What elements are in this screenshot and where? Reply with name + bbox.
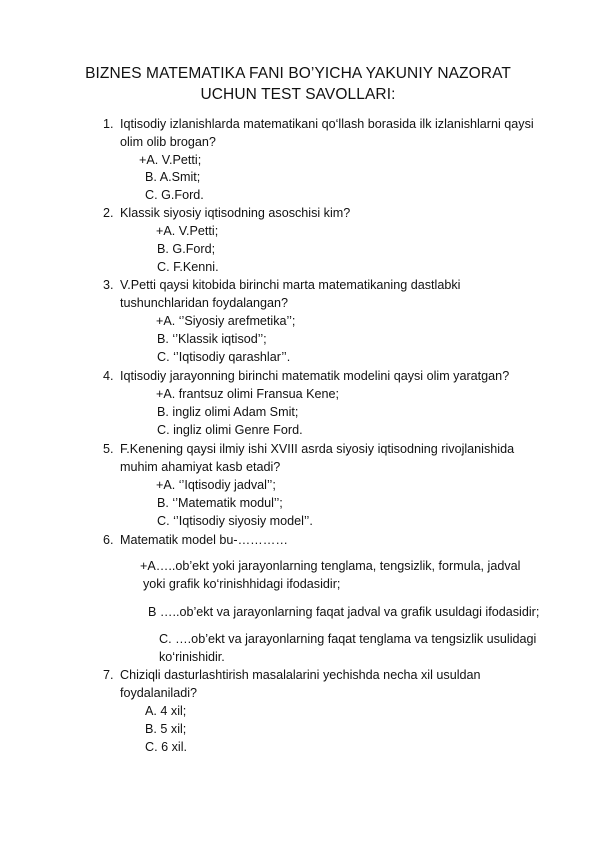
- document-title-line-2: UCHUN TEST SAVOLLARI:: [200, 86, 396, 103]
- question-text: V.Petti qaysi kitobida birinchi marta matematikaning dastlabki: [120, 278, 461, 292]
- question-number: 1.: [103, 117, 114, 131]
- question-text: F.Kenening qaysi ilmiy ishi XVIII asrda siyosiy iqtisodning rivojlanishida: [120, 442, 515, 456]
- answer-option-continuation: yoki grafik ko‘rinishhidagi ifodasidir;: [143, 577, 341, 591]
- answer-option: +A. ‘’Siyosiy arefmetika’’;: [156, 314, 296, 328]
- answer-option: B …..ob’ekt va jarayonlarning faqat jadval va grafik usuldagi ifodasidir;: [148, 605, 540, 619]
- question-number: 4.: [103, 369, 114, 383]
- answer-option: B. 5 xil;: [145, 722, 187, 736]
- answer-option: C. G.Ford.: [145, 188, 204, 202]
- answer-option: +A. ‘’Iqtisodiy jadval’’;: [156, 478, 276, 492]
- question-text: Iqtisodiy izlanishlarda matematikani qo‘llash borasida ilk izlanishlarni qaysi: [120, 117, 534, 131]
- question-number: 7.: [103, 668, 114, 682]
- answer-option: B. ingliz olimi Adam Smit;: [157, 405, 299, 419]
- question-text: Klassik siyosiy iqtisodning asoschisi kim?: [120, 206, 351, 220]
- question-text: Matematik model bu-…………: [120, 533, 288, 547]
- question-text: olim olib brogan?: [120, 135, 216, 149]
- answer-option: B. ‘’Klassik iqtisod’’;: [157, 332, 267, 346]
- answer-option: C. ingliz olimi Genre Ford.: [157, 423, 303, 437]
- answer-option: +A. V.Petti;: [139, 153, 202, 167]
- question-number: 3.: [103, 278, 114, 292]
- answer-option: +A. V.Petti;: [156, 224, 219, 238]
- question-text: tushunchlaridan foydalangan?: [120, 296, 289, 310]
- answer-option: C. F.Kenni.: [157, 260, 219, 274]
- question-text: foydalaniladi?: [120, 686, 198, 700]
- question-text: Chiziqli dasturlashtirish masalalarini yechishda necha xil usuldan: [120, 668, 481, 682]
- answer-option: A. 4 xil;: [145, 704, 187, 718]
- document-title-line-1: BIZNES MATEMATIKA FANI BO’YICHA YAKUNIY NAZORAT: [85, 65, 511, 82]
- answer-option: C. 6 xil.: [145, 740, 187, 754]
- answer-option: +A. frantsuz olimi Fransua Kene;: [156, 387, 340, 401]
- answer-option-continuation: ko‘rinishidir.: [159, 650, 225, 664]
- answer-option: B. A.Smit;: [145, 170, 201, 184]
- question-number: 5.: [103, 442, 114, 456]
- answer-option: C. ‘’Iqtisodiy qarashlar’’.: [157, 350, 291, 364]
- answer-option: +A…..ob’ekt yoki jarayonlarning tenglama, tengsizlik, formula, jadval: [140, 559, 521, 573]
- question-text: muhim ahamiyat kasb etadi?: [120, 460, 281, 474]
- question-number: 2.: [103, 206, 114, 220]
- question-number: 6.: [103, 533, 114, 547]
- question-text: Iqtisodiy jarayonning birinchi matematik modelini qaysi olim yaratgan?: [120, 369, 510, 383]
- answer-option: B. ‘’Matematik modul’’;: [157, 496, 283, 510]
- answer-option: C. ‘’Iqtisodiy siyosiy model’’.: [157, 514, 313, 528]
- answer-option: C. ….ob’ekt va jarayonlarning faqat tenglama va tengsizlik usulidagi: [159, 632, 537, 646]
- answer-option: B. G.Ford;: [157, 242, 216, 256]
